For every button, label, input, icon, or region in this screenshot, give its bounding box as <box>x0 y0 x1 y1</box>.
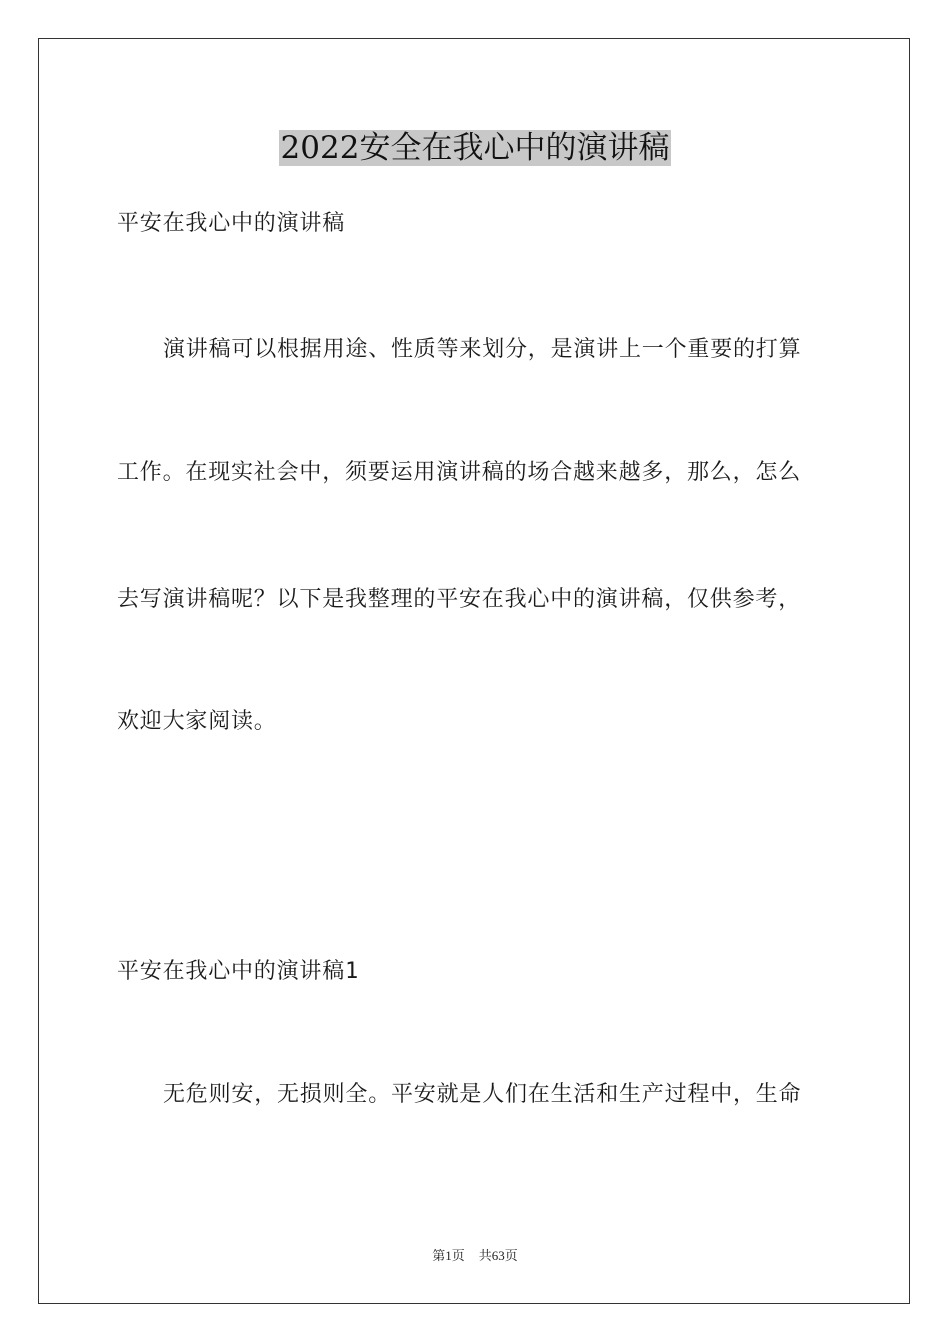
page-footer <box>0 1247 950 1265</box>
page-total: 共63页 <box>478 1248 518 1263</box>
paragraph-line: 演讲稿可以根据用途、性质等来划分，是演讲上一个重要的打算 <box>163 337 802 362</box>
paragraph-line: 工作。在现实社会中，须要运用演讲稿的场合越来越多，那么，怎么 <box>117 460 802 485</box>
page-number: 第1页 <box>432 1248 465 1263</box>
document-title-text: 2022安全在我心中的演讲稿 <box>280 130 670 166</box>
paragraph-line: 无危则安，无损则全。平安就是人们在生活和生产过程中，生命 <box>163 1082 802 1107</box>
paragraph-line: 欢迎大家阅读。 <box>117 709 277 734</box>
document-title <box>0 128 950 168</box>
paragraph-line: 去写演讲稿呢？以下是我整理的平安在我心中的演讲稿，仅供参考， <box>117 587 802 612</box>
subtitle: 平安在我心中的演讲稿 <box>117 211 346 236</box>
section-heading: 平安在我心中的演讲稿1 <box>117 959 360 984</box>
